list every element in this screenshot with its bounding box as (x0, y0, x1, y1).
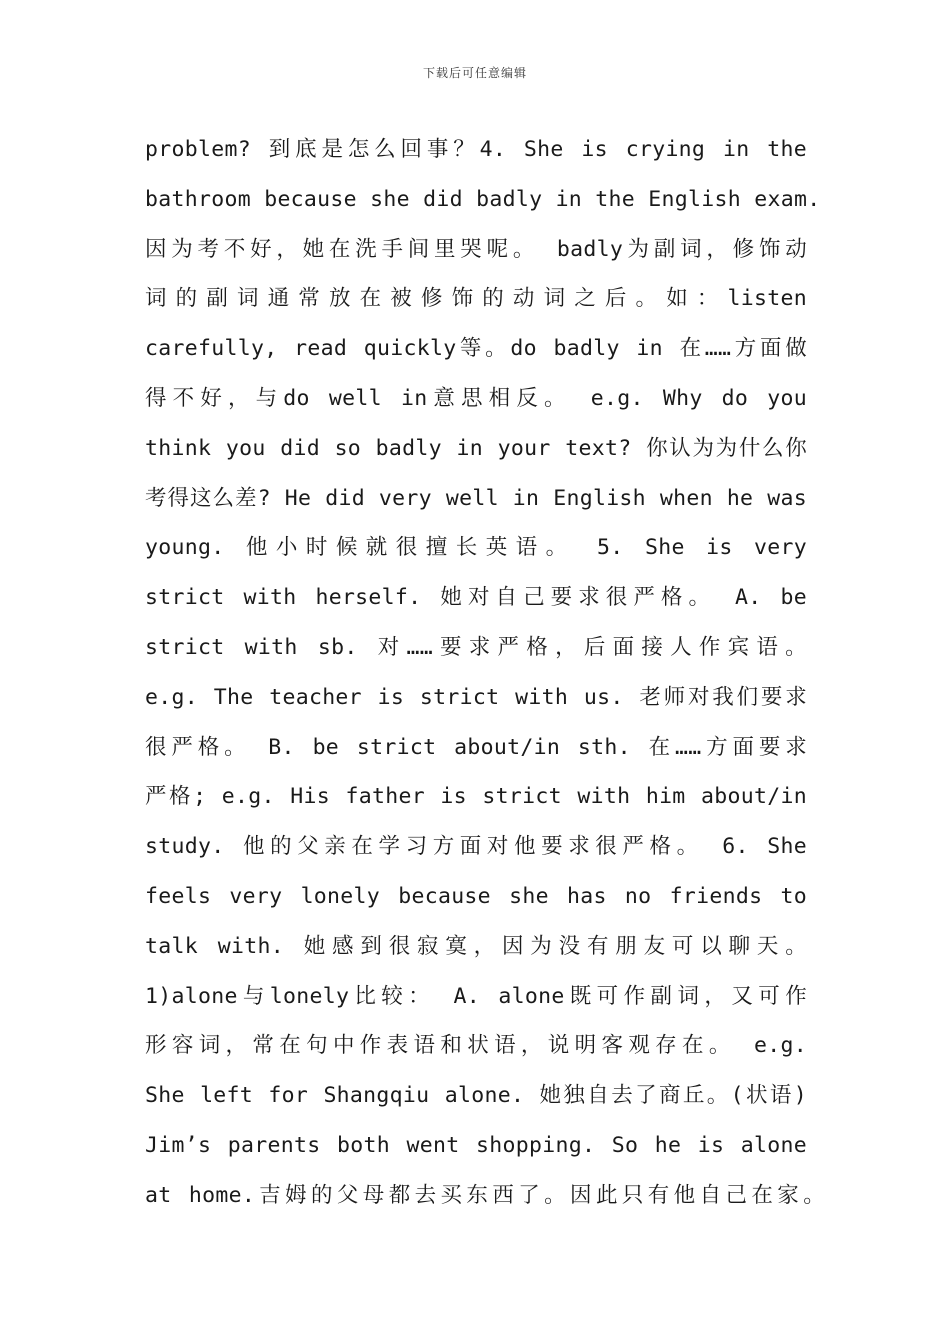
text-line: 词的副词通常放在被修饰的动词之后。如：listen (145, 286, 807, 312)
text-line: 1)alone与lonely比较： A. alone既可作副词，又可作 (145, 983, 807, 1009)
text-line: 很严格。 B. be strict about/in sth. 在……方面要求 (145, 734, 807, 760)
text-line: carefully, read quickly等。do badly in 在……方面做 (145, 336, 807, 362)
text-line: 形容词，常在句中作表语和状语，说明客观存在。 e.g. (145, 1033, 807, 1059)
text-line: strict with sb. 对……要求严格，后面接人作宾语。 (145, 634, 807, 660)
page-header: 下载后可任意编辑 (422, 66, 527, 80)
text-line: bathroom because she did badly in the English exam. (145, 186, 821, 212)
text-line: Jim’s parents both went shopping. So he is alone (145, 1132, 807, 1158)
document-body (145, 125, 825, 1221)
text-line: feels very lonely because she has no friends to (145, 883, 807, 909)
text-line: problem? 到底是怎么回事？4. She is crying in the (145, 137, 807, 162)
text-line: strict with herself. 她对自己要求很严格。 A. be (145, 585, 807, 611)
text-line: talk with. 她感到很寂寞，因为没有朋友可以聊天。 (145, 933, 807, 959)
text-line: 因为考不好，她在洗手间里哭呢。 badly为副词，修饰动 (145, 236, 807, 262)
text-line: 得不好，与do well in意思相反。 e.g. Why do you (145, 385, 807, 411)
text-line: young. 他小时候就很擅长英语。 5. She is very (145, 535, 807, 561)
text-line: e.g. The teacher is strict with us. 老师对我们要求 (145, 684, 807, 710)
text-line: 考得这么差? He did very well in English when he was (145, 485, 807, 511)
text-line: at home.吉姆的父母都去买东西了。因此只有他自己在家。 (145, 1182, 825, 1208)
text-line: She left for Shangqiu alone. 她独自去了商丘。(状语) (145, 1083, 807, 1109)
text-line: 严格; e.g. His father is strict with him about/in (145, 784, 807, 810)
text-line: study. 他的父亲在学习方面对他要求很严格。 6. She (145, 834, 807, 860)
text-line: think you did so badly in your text? 你认为为什么你 (145, 435, 807, 461)
